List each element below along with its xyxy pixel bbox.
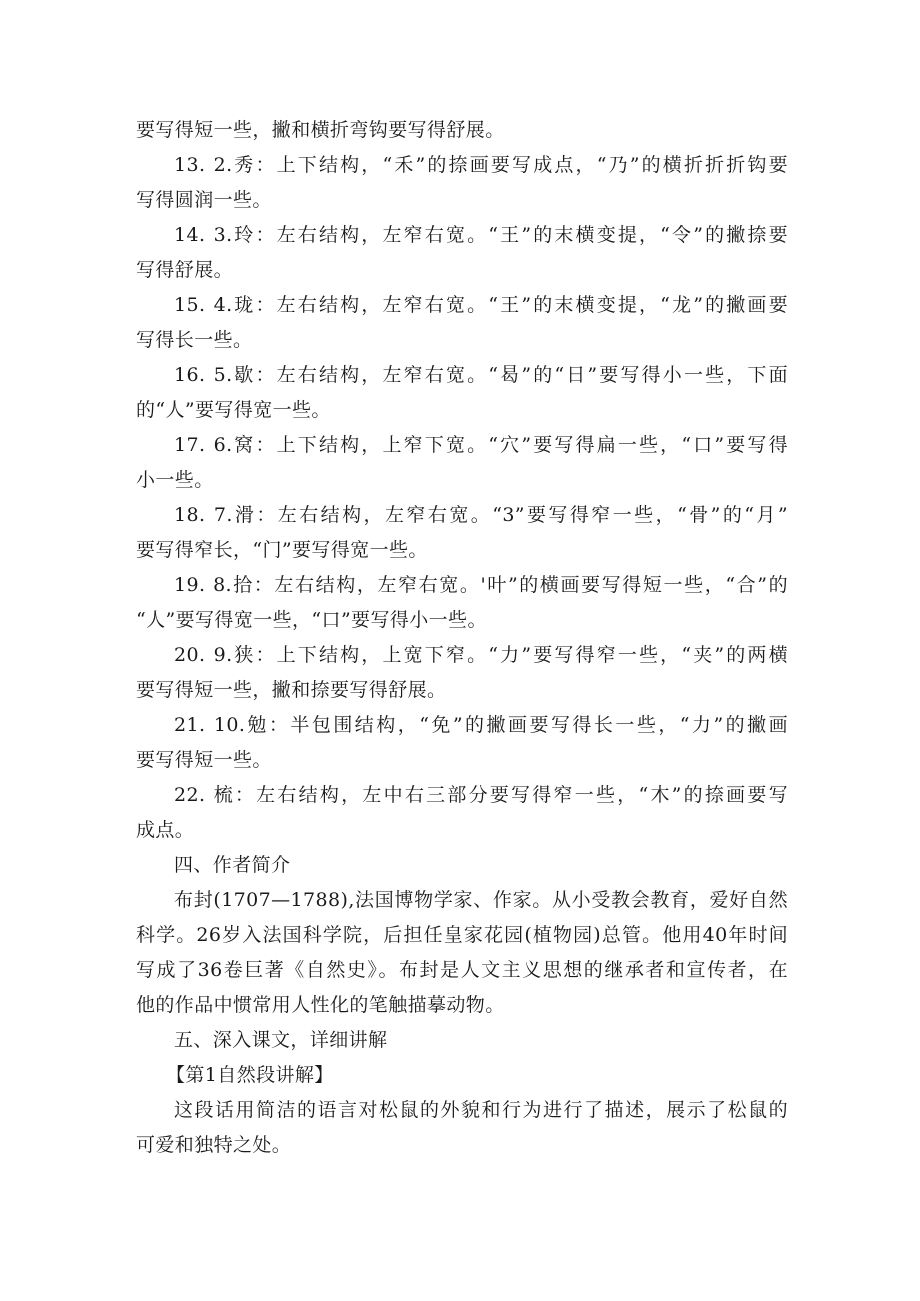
text-line: 成点。 [136, 819, 195, 841]
page-content [136, 113, 788, 1163]
list-item-15: 15. 4.珑：左右结构，左窄右宽。“王”的末横变提，“龙”的撇画要 [174, 294, 788, 316]
paragraph-line: 科学。26岁入法国科学院，后担任皇家花园(植物园)总管。他用40年时间 [136, 924, 788, 946]
list-item-14: 14. 3.玲：左右结构，左窄右宽。“王”的末横变提，“令”的撇捺要 [174, 224, 788, 246]
text-line: 写得舒展。 [136, 259, 234, 281]
paragraph-line: 他的作品中惯常用人性化的笔触描摹动物。 [136, 994, 505, 1016]
text-line: 要写得窄长，“门”要写得宽一些。 [136, 539, 428, 561]
section-heading-lecture: 五、深入课文，详细讲解 [174, 1029, 388, 1051]
paragraph-line: 这段话用简洁的语言对松鼠的外貌和行为进行了描述，展示了松鼠的 [174, 1099, 788, 1121]
list-item-13: 13. 2.秀：上下结构，“禾”的捺画要写成点，“乃”的横折折折钩要 [174, 154, 788, 176]
text-line: “人”要写得宽一些，“口”要写得小一些。 [136, 609, 487, 631]
paragraph-line: 可爱和独特之处。 [136, 1134, 292, 1156]
text-line: 要写得短一些，撇和横折弯钩要写得舒展。 [136, 119, 505, 141]
text-line: 的“人”要写得宽一些。 [136, 399, 331, 421]
list-item-16: 16. 5.歇：左右结构，左窄右宽。“曷”的“日”要写得小一些，下面 [174, 364, 788, 386]
paragraph-line: 布封(1707—1788),法国博物学家、作家。从小受教会教育，爱好自然 [174, 889, 788, 911]
text-line: 写得圆润一些。 [136, 189, 272, 211]
paragraph-line: 写成了36卷巨著《自然史》。布封是人文主义思想的继承者和宣传者，在 [136, 959, 788, 981]
text-line: 要写得短一些。 [136, 749, 272, 771]
list-item-22: 22. 梳：左右结构，左中右三部分要写得窄一些，“木”的捺画要写 [174, 784, 788, 806]
list-item-21: 21. 10.勉：半包围结构，“免”的撇画要写得长一些，“力”的撇画 [174, 714, 788, 736]
text-line: 写得长一些。 [136, 329, 253, 351]
text-line: 小一些。 [136, 469, 214, 491]
list-item-20: 20. 9.狭：上下结构，上宽下窄。“力”要写得窄一些，“夹”的两横 [174, 644, 788, 666]
list-item-18: 18. 7.滑：左右结构，左窄右宽。“3”要写得窄一些，“骨”的“月” [174, 504, 788, 526]
text-line: 要写得短一些，撇和捺要写得舒展。 [136, 679, 447, 701]
list-item-19: 19. 8.拾：左右结构，左窄右宽。'叶”的横画要写得短一些，“合”的 [174, 574, 788, 596]
section-heading-author: 四、作者简介 [174, 854, 291, 876]
subheading-paragraph-1: 【第1自然段讲解】 [166, 1064, 334, 1086]
list-item-17: 17. 6.窝：上下结构，上窄下宽。“穴”要写得扁一些，“口”要写得 [174, 434, 788, 456]
